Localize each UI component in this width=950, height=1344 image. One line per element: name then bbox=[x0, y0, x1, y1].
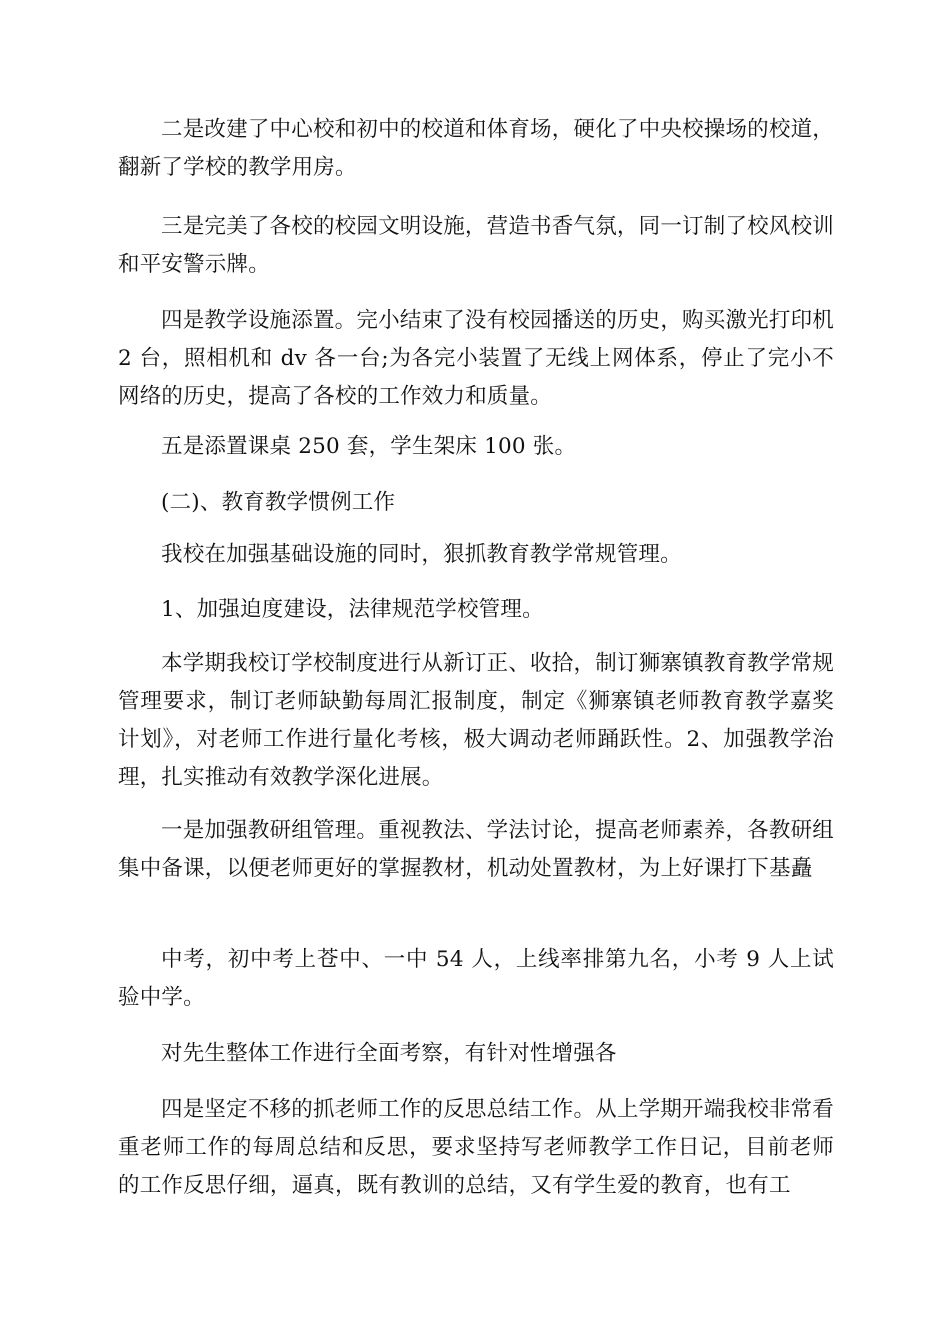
paragraph-2: 三是完美了各校的校园文明设施，营造书香气氛，同一订制了校风校训和平安警示牌。 bbox=[118, 214, 834, 277]
paragraph-4: 五是添置课桌 250 套，学生架床 100 张。 bbox=[161, 434, 577, 459]
paragraph-9: 一是加强教研组管理。重视教法、学法讨论，提高老师素养，各教研组集中备课，以便老师更好的掌握教材，机动处置教材，为上好课打下基矗 bbox=[118, 818, 834, 881]
paragraph-1: 二是改建了中心校和初中的校道和体育场，硬化了中央校操场的校道，翻新了学校的教学用房。 bbox=[118, 117, 834, 180]
paragraph-8: 本学期我校订学校制度进行从新订正、收拾，制订狮寨镇教育教学常规管理要求，制订老师缺勤每周汇报制度，制定《狮寨镇老师教育教学嘉奖计划》，对老师工作进行量化考核，极大调动老师踊跃性。2、加强教学治理，扎实推动有效教学深化进展。 bbox=[118, 651, 834, 790]
paragraph-10: 中考，初中考上苍中、一中 54 人，上线率排第九名，小考 9 人上试验中学。 bbox=[118, 947, 834, 1010]
paragraph-12: 四是坚定不移的抓老师工作的反思总结工作。从上学期开端我校非常看重老师工作的每周总结和反思，要求坚持写老师教学工作日记，目前老师的工作反思仔细，逼真，既有教训的总结，又有学生爱的教育，也有工 bbox=[118, 1097, 834, 1198]
paragraph-7: 1、加强迫度建设，法律规范学校管理。 bbox=[161, 597, 544, 622]
paragraph-3: 四是教学设施添置。完小结束了没有校园播送的历史，购买激光打印机 2 台，照相机和 dv 各一台;为各完小装置了无线上网体系，停止了完小不网络的历史，提高了各校的工作效力和质量。 bbox=[118, 308, 834, 409]
paragraph-5: (二)、教育教学惯例工作 bbox=[161, 490, 396, 515]
paragraph-11: 对先生整体工作进行全面考察，有针对性增强各 bbox=[161, 1041, 617, 1066]
paragraph-6: 我校在加强基础设施的同时，狠抓教育教学常规管理。 bbox=[161, 542, 682, 567]
